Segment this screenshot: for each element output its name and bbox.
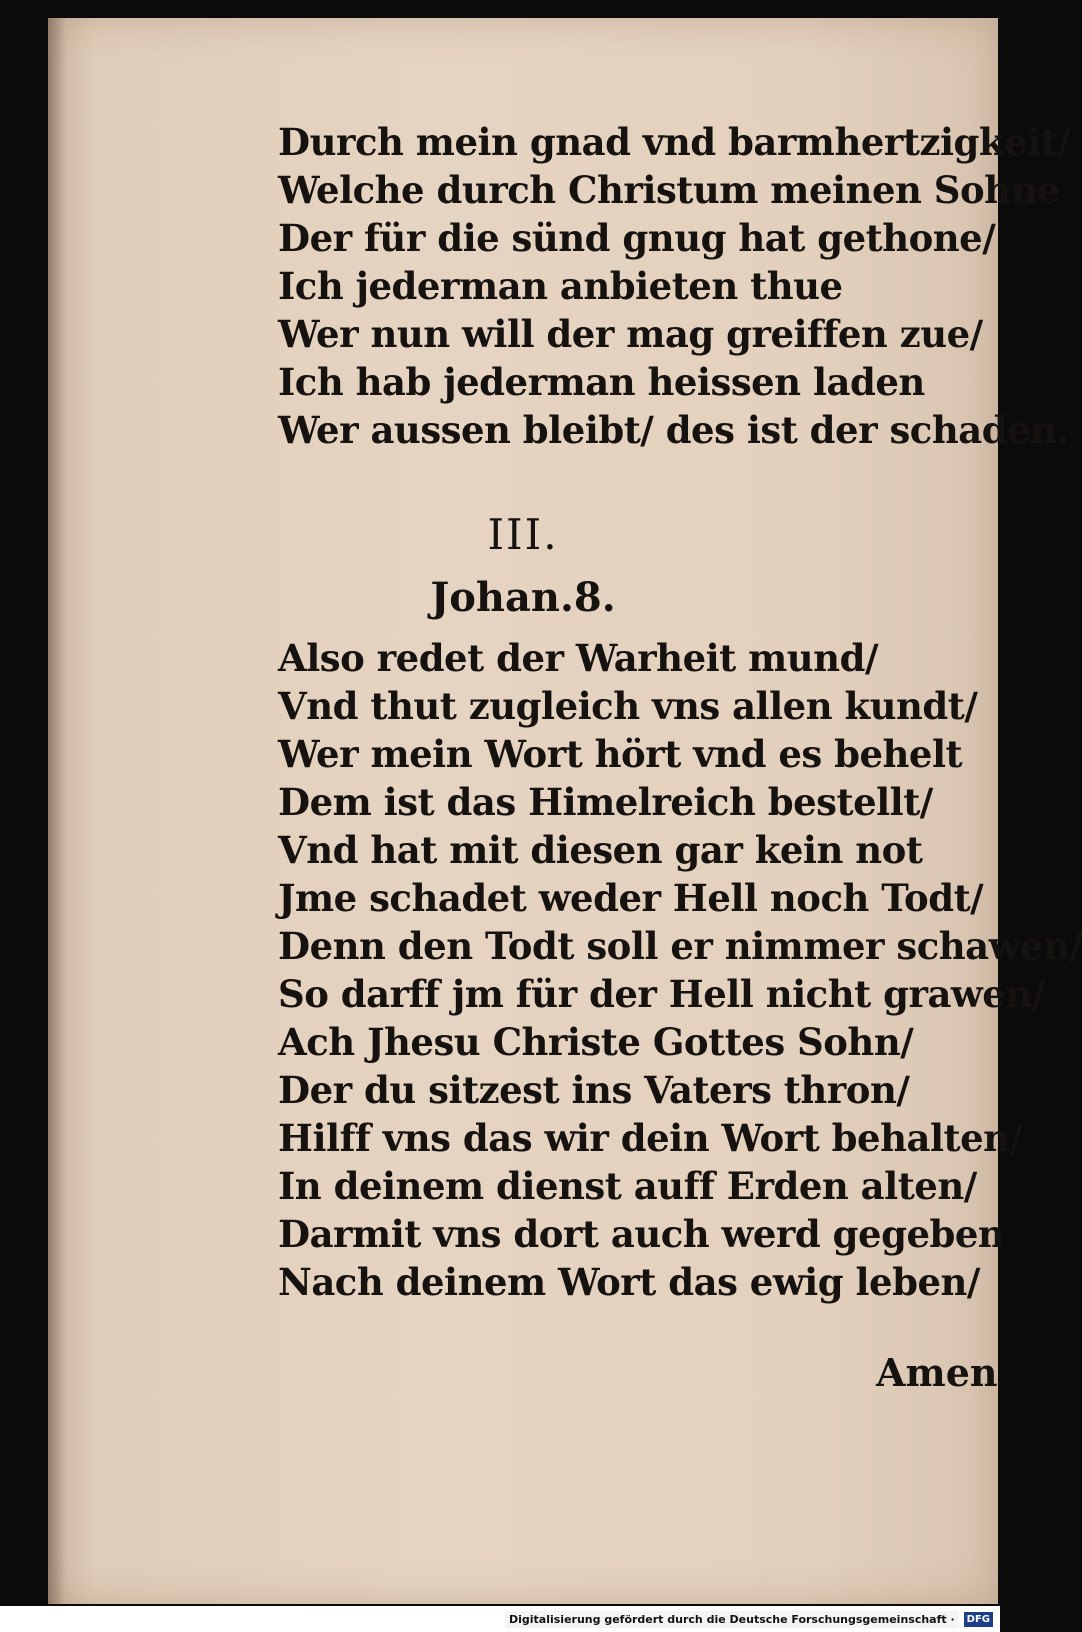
verse-line: Dem ist das Himelreich bestellt/ — [278, 780, 933, 824]
section-reference: Johan.8. — [430, 574, 616, 621]
verse-line: Vnd thut zugleich vns allen kundt/ — [278, 684, 978, 728]
funding-credit — [505, 1609, 994, 1629]
verse-line: Ich hab jederman heissen laden — [278, 360, 925, 404]
verse-line: Welche durch Christum meinen Sohne — [278, 168, 1061, 212]
verse-line: So darff jm für der Hell nicht grawen/ — [278, 972, 1045, 1016]
section-number: III. — [487, 510, 559, 559]
verse-line: Der für die sünd gnug hat gethone/ — [278, 216, 996, 260]
verse-line: Durch mein gnad vnd barmhertzigkeit/ — [278, 120, 1071, 164]
verse-line: Wer nun will der mag greiffen zue/ — [278, 312, 983, 356]
verse-line: Wer aussen bleibt/ des ist der schaden. — [278, 408, 1069, 452]
verse-line: Der du sitzest ins Vaters thron/ — [278, 1068, 910, 1112]
catchword: Amen — [876, 1350, 998, 1395]
verse-line: Hilff vns das wir dein Wort behalten/ — [278, 1116, 1023, 1160]
verse-line: Ach Jhesu Christe Gottes Sohn/ — [278, 1020, 914, 1064]
verse-line: Jme schadet weder Hell noch Todt/ — [278, 876, 984, 920]
top-verse — [278, 118, 1070, 454]
verse-line: Ich jederman anbieten thue — [278, 264, 843, 308]
verse-line: Darmit vns dort auch werd gegeben — [278, 1212, 1005, 1256]
verse-line: Nach deinem Wort das ewig leben/ — [278, 1260, 980, 1304]
verse-line: Vnd hat mit diesen gar kein not — [278, 828, 923, 872]
verse-line: Wer mein Wort hört vnd es behelt — [278, 732, 963, 776]
verse-line: In deinem dienst auff Erden alten/ — [278, 1164, 977, 1208]
verse-line: Also redet der Warheit mund/ — [278, 636, 878, 680]
book-page — [48, 18, 1082, 1604]
verse-line: Denn den Todt soll er nimmer schawen/ — [278, 924, 1082, 968]
funding-credit-text: Digitalisierung gefördert durch die Deutsche Forschungsgemeinschaft · — [505, 1611, 959, 1628]
main-verse — [278, 634, 1082, 1306]
dfg-logo-icon: DFG — [963, 1611, 994, 1628]
